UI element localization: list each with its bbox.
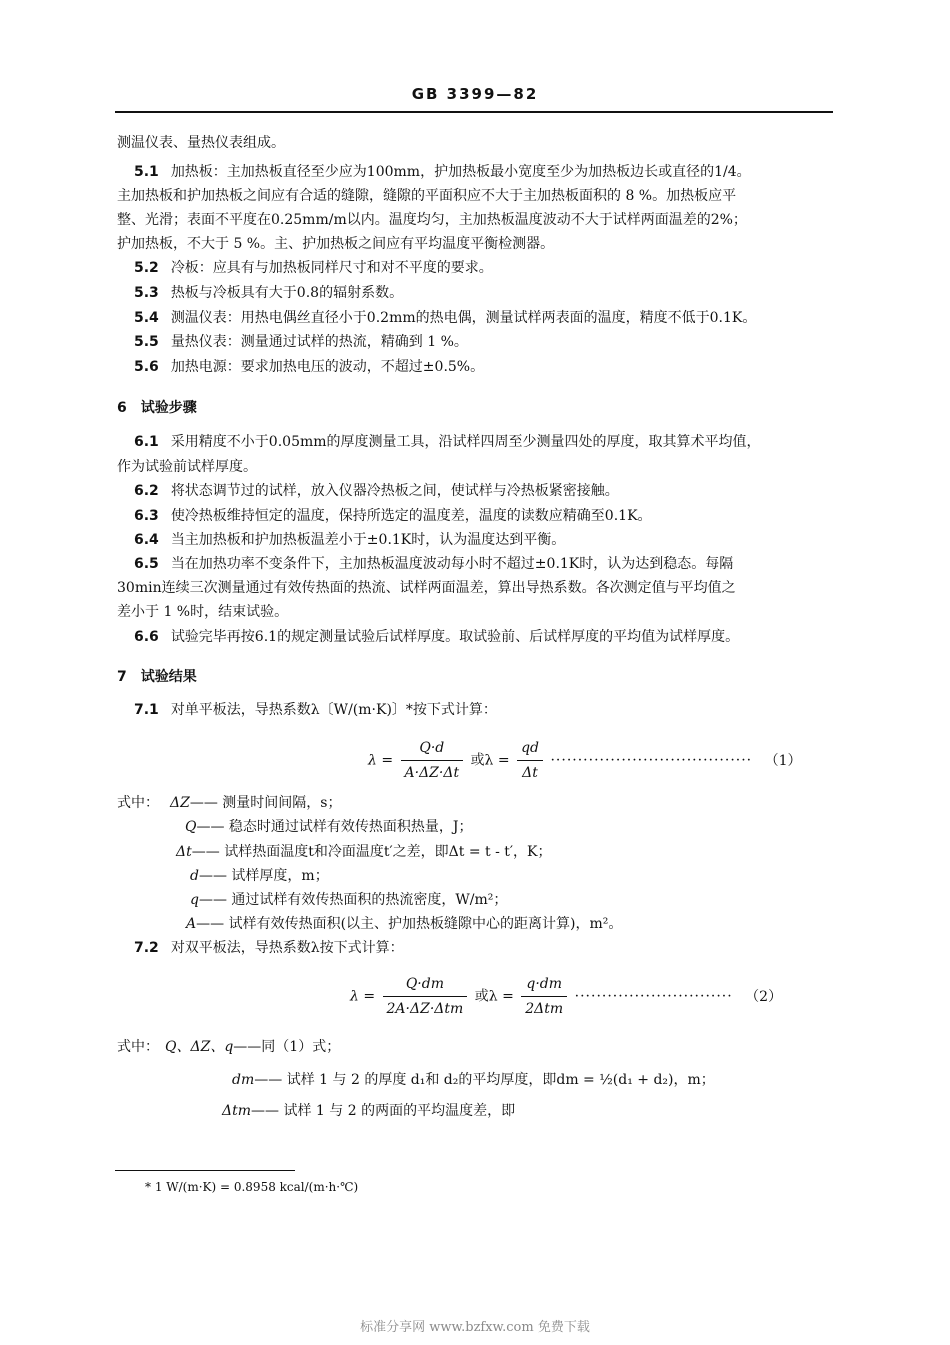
para-5-1-line-1: 5.1 加热板：主加热板直径至少应为100mm，护加热板最小宽度至少为加热板边长或直径的1/4。: [134, 164, 751, 180]
definition-dm: dm—— 试样 1 与 2 的厚度 d₁和 d₂的平均厚度，即dm = ½(d₁ + d₂)，m；: [232, 1072, 715, 1088]
para-7-2: 7.2 对双平板法，导热系数λ按下式计算：: [134, 940, 404, 956]
definition-lead: 式中：: [117, 1039, 159, 1055]
sec5-intro: 测温仪表、量热仪表组成。: [117, 135, 285, 151]
definition-delta-z: ΔZ—— 测量时间间隔，s；: [170, 795, 342, 811]
para-5-6: 5.6 加热电源：要求加热电压的波动，不超过±0.5%。: [134, 359, 485, 375]
para-6-1-line-2: 作为试验前试样厚度。: [117, 459, 257, 475]
clause-number: 6.1: [134, 434, 159, 450]
equation-1-number: （1）: [764, 752, 802, 769]
para-7-1: 7.1 对单平板法，导热系数λ〔W/(m·K)〕*按下式计算：: [134, 702, 497, 718]
definition-q-flux: q—— 通过试样有效传热面积的热流密度，W/m²；: [190, 892, 508, 908]
definition-a: A—— 试样有效传热面积(以主、护加热板缝隙中心的距离计算)，m²。: [186, 916, 623, 932]
para-6-5-line-3: 差小于 1 %时，结束试验。: [117, 604, 289, 620]
footnote-rule: [115, 1170, 295, 1171]
para-5-5: 5.5 量热仪表：测量通过试样的热流，精确到 1 %。: [134, 334, 468, 350]
para-5-2: 5.2 冷板：应具有与加热板同样尺寸和对不平度的要求。: [134, 260, 493, 276]
clause-number: 6.6: [134, 629, 159, 645]
definition-d: d—— 试样厚度，m；: [190, 868, 329, 884]
equation-1: λ = $\frac{Q\cdot d}{A\cdot\Delta Z\cdot\Delta t}$ 或λ = $\frac{qd}{\Delta t}$ ····································· （1）: [368, 740, 802, 781]
section-6-heading: 6 试验步骤: [117, 400, 197, 416]
para-6-5-line-1: 6.5 当在加热功率不变条件下，主加热板温度波动每小时不超过±0.1K时，认为达到稳态。每隔: [134, 556, 734, 572]
section-7-heading: 7 试验结果: [117, 669, 197, 685]
clause-number: 6.3: [134, 508, 159, 524]
clause-number: 6.5: [134, 556, 159, 572]
clause-number: 5.2: [134, 260, 159, 276]
para-6-5-line-2: 30min连续三次测量通过有效传热面的热流、试样两面温差，算出导热系数。各次测定值与平均值之: [117, 580, 736, 596]
para-5-1-line-3: 整、光滑；表面不平度在0.25mm/m以内。温度均匀，主加热板温度波动不大于试样两面温差的2%；: [117, 212, 747, 228]
footnote: * 1 W/(m·K) = 0.8958 kcal/(m·h·℃): [145, 1180, 359, 1194]
clause-number: 5.4: [134, 310, 159, 326]
para-6-3: 6.3 使冷热板维持恒定的温度，保持所选定的温度差，温度的读数应精确至0.1K。: [134, 508, 652, 524]
clause-number: 5.3: [134, 285, 159, 301]
equation-2-fraction-a: $\frac{Q\cdot dm}{\text{2A·ΔZ·Δtm}}$: [383, 974, 468, 1019]
para-6-6: 6.6 试验完毕再按6.1的规定测量试验后试样厚度。取试验前、后试样厚度的平均值为试样厚度。: [134, 629, 740, 645]
clause-number: 6.2: [134, 483, 159, 499]
standard-number-header: GB 3399—82: [411, 85, 539, 103]
clause-number: 5.6: [134, 359, 159, 375]
clause-number: 7.2: [134, 940, 159, 956]
para-5-3: 5.3 热板与冷板具有大于0.8的辐射系数。: [134, 285, 404, 301]
equation-1-fraction-a: $\frac{Q\cdot d}{A\cdot\Delta Z\cdot\Delta t}$: [401, 738, 464, 783]
equation-2-number: （2）: [745, 988, 783, 1005]
watermark: 标准分享网 www.bzfxw.com 免费下载: [360, 1320, 590, 1335]
clause-number: 5.1: [134, 164, 159, 180]
para-5-4: 5.4 测温仪表：用热电偶丝直径小于0.2mm的热电偶，测量试样两表面的温度，精度不低于0.1K。: [134, 310, 757, 326]
para-6-1-line-1: 6.1 采用精度不小于0.05mm的厚度测量工具，沿试样四周至少测量四处的厚度，取其算术平均值，: [134, 434, 761, 450]
header-rule: [115, 111, 833, 113]
clause-number: 7.1: [134, 702, 159, 718]
para-5-1-line-4: 护加热板，不大于 5 %。主、护加热板之间应有平均温度平衡检测器。: [117, 236, 555, 252]
definition-delta-tm: Δtm—— 试样 1 与 2 的两面的平均温度差，即: [222, 1103, 516, 1119]
definition-q-dz-q: Q、ΔZ、q——同（1）式；: [165, 1039, 341, 1055]
definition-q-heat: Q—— 稳态时通过试样有效传热面积热量，J；: [185, 819, 473, 835]
clause-number: 5.5: [134, 334, 159, 350]
definition-lead: 式中：: [117, 795, 159, 811]
equation-1-fraction-b: $\frac{qd}{\Delta t}$: [517, 738, 543, 783]
para-6-2: 6.2 将状态调节过的试样，放入仪器冷热板之间，使试样与冷热板紧密接触。: [134, 483, 619, 499]
equation-2: λ = $\frac{Q\cdot dm}{\text{2A·ΔZ·Δtm}}$ 或λ = $\frac{q\cdot dm}{\text{2Δtm}}$ ····························· （2）: [350, 976, 783, 1017]
para-5-1-line-2: 主加热板和护加热板之间应有合适的缝隙，缝隙的平面积应不大于主加热板面积的 8 %。加热板应平: [117, 188, 737, 204]
equation-2-fraction-b: $\frac{q\cdot dm}{\text{2Δtm}}$: [521, 974, 567, 1019]
clause-number: 6.4: [134, 532, 159, 548]
para-6-4: 6.4 当主加热板和护加热板温差小于±0.1K时，认为温度达到平衡。: [134, 532, 566, 548]
definition-delta-t: Δt—— 试样热面温度t和冷面温度t′之差，即Δt = t - t′，K；: [176, 844, 552, 860]
